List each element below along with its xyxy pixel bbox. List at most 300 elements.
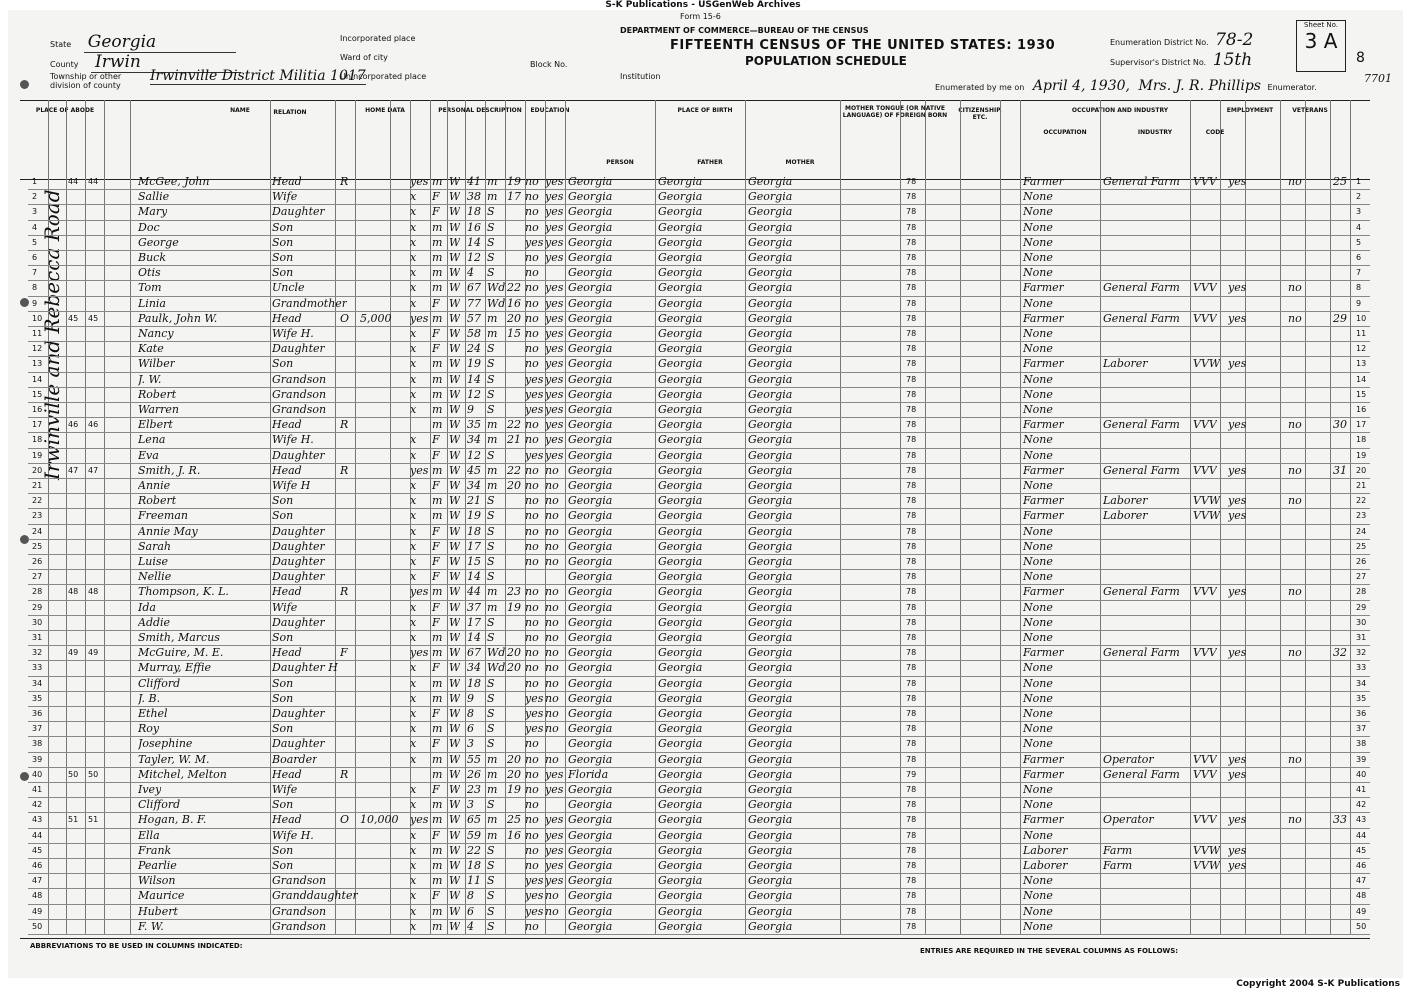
cell-dist: 78 [906,526,917,536]
line-number: 4 [32,222,38,232]
cell-rel: Daughter [272,448,325,462]
cell-ms: Wd [487,296,506,310]
table-row [28,919,1370,935]
cell-name: Robert [138,494,177,508]
cell-name: Tom [138,281,162,295]
cell-age: 4 [467,266,474,280]
cell-farm: x [410,235,417,249]
line-number: 43 [32,815,43,825]
cell-occ: Farmer [1023,494,1064,508]
cell-rd: yes [545,235,564,249]
cell-pb: Georgia [568,448,613,462]
cell-dist: 78 [906,921,917,931]
cell-mb: Georgia [748,722,793,736]
cell-vet: no [1288,175,1302,188]
cell-sch: no [525,433,539,447]
cell-pb: Georgia [568,418,613,432]
cell-ms: S [487,372,495,386]
cell-rel: Son [272,691,294,705]
cell-age: 15 [467,555,481,568]
cell-sch: no [525,205,539,219]
cell-rel: Grandson [272,403,327,416]
cell-mb: Georgia [748,494,793,508]
cell-age: 22 [467,843,481,857]
col-mother: MOTHER [785,159,815,166]
cell-fb: Georgia [658,828,703,842]
cell-mb: Georgia [748,919,793,933]
line-number: 2 [32,192,38,202]
cell-fb: Georgia [658,266,703,280]
table-row [28,387,1370,403]
supervisor-label: Supervisor's District No. [1110,58,1207,67]
cell-pb: Georgia [568,919,613,933]
cell-farm: yes [410,646,429,660]
cell-sex: m [432,311,443,325]
cell-ms: S [487,357,495,371]
cell-age: 21 [467,494,481,508]
cell-pb: Georgia [568,615,613,629]
cell-name: Ethel [138,707,168,720]
cell-name: Mitchel, Melton [138,767,227,781]
col-abode: PLACE OF ABODE [35,107,95,114]
line-number-right: 38 [1356,739,1367,749]
cell-rel: Daughter [272,539,325,553]
cell-farm: x [410,676,417,690]
cell-fb: Georgia [658,631,703,644]
cell-rel: Grandson [272,372,327,386]
cell-name: Otis [138,266,161,280]
cell-sch: no [525,494,539,508]
cell-mb: Georgia [748,524,793,538]
cell-race: W [449,904,461,918]
cell-race: W [449,190,461,204]
cell-ms: Wd [487,281,506,295]
cell-age: 38 [467,190,481,204]
cell-age: 57 [467,311,481,325]
cell-sex: m [432,798,443,812]
block-label: Block No. [530,60,568,69]
cell-emp: yes [1228,509,1247,523]
cell-ms: Wd [487,661,506,675]
line-number: 27 [32,572,43,582]
cell-dist: 79 [906,769,917,779]
cell-radio: 5,000 [360,311,392,325]
line-number-right: 6 [1356,253,1362,262]
cell-name: Mary [138,205,168,219]
table-row [28,508,1370,524]
line-number: 1 [32,177,38,186]
cell-race: W [449,296,461,310]
cell-rel: Daughter [272,555,325,568]
cell-name: Kate [138,342,164,356]
cell-name: Freeman [138,509,188,523]
cell-rd: no [545,600,559,614]
line-number-right: 17 [1356,420,1367,430]
cell-ind: General Farm [1103,311,1180,325]
cell-dw: 49 [68,648,79,658]
cell-emp: yes [1228,175,1247,188]
col-father: FATHER [697,159,723,166]
cell-cls: VVW [1193,494,1221,508]
cell-fb: Georgia [658,539,703,553]
cell-sch: no [525,524,539,538]
line-number: 7 [32,268,38,278]
cell-dist: 78 [906,253,917,262]
cell-race: W [449,281,461,295]
cell-age: 14 [467,631,481,644]
cell-occ: Laborer [1023,859,1068,872]
line-number-right: 8 [1356,283,1362,293]
cell-age: 3 [467,798,474,812]
cell-name: Thompson, K. L. [138,585,229,599]
cell-fb: Georgia [658,570,703,584]
cell-ms: m [487,813,498,827]
cell-am: 20 [507,661,521,675]
cell-sch: no [525,327,539,340]
cell-ms: m [487,311,498,325]
cell-sch: no [525,919,539,933]
cell-pb: Georgia [568,904,613,918]
cell-emp: yes [1228,813,1247,827]
cell-rd: no [545,904,559,918]
cell-ms: S [487,859,495,872]
cell-pb: Georgia [568,661,613,675]
cell-sch: yes [525,904,544,918]
footer-entries: ENTRIES ARE REQUIRED IN THE SEVERAL COLUMNS AS FOLLOWS: [920,947,1179,955]
cell-rd: yes [545,220,564,234]
cell-race: W [449,631,461,644]
table-row [28,782,1370,798]
enum-district-field [1110,30,1253,50]
cell-occ: None [1023,205,1053,219]
cell-race: W [449,372,461,386]
cell-fb: Georgia [658,509,703,523]
cell-sch: no [525,585,539,599]
cell-rel: Granddaughter [272,889,358,903]
cell-dist: 78 [906,177,917,186]
table-row [28,873,1370,889]
cell-sex: m [432,813,443,827]
line-number: 21 [32,481,43,490]
cell-emp: yes [1228,646,1247,660]
cell-name: Maurice [138,889,185,903]
cell-age: 18 [467,205,481,219]
cell-sex: m [432,281,443,295]
line-number-right: 47 [1356,876,1367,886]
cell-sch: no [525,311,539,325]
cell-ms: m [487,175,498,188]
line-number-right: 20 [1356,465,1367,475]
cell-occ: None [1023,555,1053,568]
cell-rel: Son [272,631,294,644]
cell-pb: Georgia [568,403,613,416]
cell-pb: Georgia [568,342,613,356]
cell-cls: VVV [1193,813,1217,827]
cell-ms: m [487,585,498,599]
cell-fb: Georgia [658,585,703,599]
cell-rd: no [545,676,559,690]
cell-rd: no [545,463,559,477]
cell-age: 34 [467,433,481,447]
cell-am: 20 [507,752,521,766]
cell-ms: S [487,205,495,219]
cell-rd: no [545,539,559,553]
cell-cls: VVV [1193,463,1217,477]
cell-rel: Head [272,175,302,188]
cell-occ: Farmer [1023,281,1064,295]
cell-dist: 78 [906,693,917,703]
cell-own: R [340,585,349,599]
cell-farm: yes [410,585,429,599]
line-number: 49 [32,906,43,916]
cell-rd: no [545,752,559,766]
cell-dist: 78 [906,800,917,810]
cell-dist: 78 [906,298,917,308]
cell-sch: no [525,251,539,264]
cell-rd: yes [545,342,564,356]
cell-race: W [449,357,461,371]
column-header-band [20,100,1370,180]
cell-occ: None [1023,707,1053,720]
cell-farm: x [410,798,417,812]
table-row [28,676,1370,692]
cell-ms: S [487,737,495,751]
cell-sex: F [432,600,440,614]
cell-farm: x [410,281,417,295]
cell-occ: None [1023,387,1053,401]
cell-name: McGee, John [138,175,210,188]
table-row [28,600,1370,616]
township-label: Township or other division of county [50,72,122,90]
cell-fb: Georgia [658,919,703,933]
cell-fam: 51 [88,815,99,825]
cell-dw: 46 [68,420,79,430]
line-number-right: 34 [1356,678,1367,688]
cell-fb: Georgia [658,843,703,857]
cell-sch: yes [525,235,544,249]
cell-ms: m [487,433,498,447]
col-occupation: OCCUPATION AND INDUSTRY [1071,107,1169,114]
cell-race: W [449,524,461,538]
cell-emp: yes [1228,843,1247,857]
cell-ms: S [487,843,495,857]
cell-am: 23 [507,585,521,599]
cell-name: Ella [138,828,160,842]
cell-rd: no [545,494,559,508]
line-number-right: 44 [1356,830,1367,840]
cell-sch: no [525,813,539,827]
line-number: 24 [32,526,43,536]
cell-rel: Son [272,722,294,736]
corner-number: 8 [1356,50,1365,66]
cell-rel: Son [272,357,294,371]
cell-ms: S [487,555,495,568]
sheet-label: Sheet No. [1303,21,1339,29]
cell-sch: no [525,555,539,568]
table-row [28,448,1370,464]
cell-race: W [449,448,461,462]
table-row [28,630,1370,646]
cell-sex: m [432,874,443,888]
county-label: County [50,60,79,69]
cell-fb: Georgia [658,296,703,310]
cell-dist: 78 [906,420,917,430]
cell-rd: yes [545,296,564,310]
cell-am: 19 [507,600,521,614]
cell-sch: yes [525,448,544,462]
col-ind-sub: INDUSTRY [1137,129,1173,136]
census-rows [28,174,1370,935]
cell-ind: Farm [1103,859,1133,872]
cell-race: W [449,813,461,827]
cell-fam: 45 [88,313,99,323]
cell-sch: no [525,737,539,751]
cell-farmsch: 31 [1333,463,1347,477]
cell-sch: no [525,798,539,812]
cell-farm: x [410,859,417,872]
line-number-right: 49 [1356,906,1367,916]
cell-age: 12 [467,251,481,264]
line-number-right: 13 [1356,359,1367,369]
cell-fb: Georgia [658,859,703,872]
cell-radio: 10,000 [360,813,399,827]
line-number-right: 2 [1356,192,1362,202]
cell-rel: Grandson [272,904,327,918]
line-number: 44 [32,830,43,840]
cell-occ: None [1023,220,1053,234]
cell-race: W [449,403,461,416]
cell-ms: S [487,251,495,264]
cell-ms: m [487,418,498,432]
cell-pb: Georgia [568,266,613,280]
cell-name: Clifford [138,798,181,812]
cell-occ: None [1023,448,1053,462]
line-number-right: 5 [1356,237,1362,247]
cell-dw: 51 [68,815,79,825]
cell-sch: no [525,175,539,188]
line-number: 9 [32,298,38,308]
cell-age: 19 [467,357,481,371]
cell-dist: 78 [906,511,917,521]
cell-rel: Uncle [272,281,305,295]
line-number: 50 [32,921,43,931]
table-row [28,736,1370,752]
cell-fb: Georgia [658,281,703,295]
cell-emp: yes [1228,752,1247,766]
cell-sch: no [525,220,539,234]
cell-name: Nellie [138,570,172,584]
cell-rd: yes [545,448,564,462]
cell-ind: General Farm [1103,175,1180,188]
schedule-title: POPULATION SCHEDULE [745,54,907,68]
line-number: 33 [32,663,43,673]
cell-sex: m [432,691,443,705]
cell-occ: None [1023,661,1053,675]
cell-farmsch: 33 [1333,813,1347,827]
cell-sex: F [432,433,440,447]
line-number-right: 29 [1356,602,1367,612]
line-number-right: 35 [1356,693,1367,703]
cell-mb: Georgia [748,539,793,553]
cell-dist: 78 [906,465,917,475]
cell-dist: 78 [906,359,917,369]
cell-farm: x [410,707,417,720]
cell-rd: yes [545,357,564,371]
cell-sex: F [432,296,440,310]
cell-ms: S [487,403,495,416]
cell-fb: Georgia [658,783,703,796]
cell-occ: None [1023,919,1053,933]
cell-name: J. W. [138,372,162,386]
cell-name: Annie May [138,524,198,538]
cell-farm: x [410,631,417,644]
cell-race: W [449,311,461,325]
cell-race: W [449,327,461,340]
cell-pb: Georgia [568,479,613,492]
cell-fb: Georgia [658,661,703,675]
cell-farmsch: 30 [1333,418,1347,432]
cell-pb: Georgia [568,707,613,720]
line-number: 37 [32,724,43,734]
cell-dist: 78 [906,602,917,612]
line-number: 14 [32,374,43,384]
cell-race: W [449,494,461,508]
cell-farm: x [410,661,417,675]
cell-pb: Georgia [568,235,613,249]
cell-rd: yes [545,327,564,340]
cell-occ: None [1023,691,1053,705]
cell-fb: Georgia [658,691,703,705]
cell-ms: S [487,676,495,690]
cell-rd: yes [545,205,564,219]
cell-rd: yes [545,767,564,781]
cell-name: Clifford [138,676,181,690]
cell-fam: 47 [88,465,99,475]
cell-sex: F [432,570,440,584]
cell-rel: Head [272,463,302,477]
cell-occ: None [1023,524,1053,538]
cell-emp: yes [1228,859,1247,872]
cell-fam: 48 [88,587,99,597]
cell-name: Luise [138,555,169,568]
state-field [50,32,236,52]
cell-mb: Georgia [748,555,793,568]
cell-occ: Farmer [1023,585,1064,599]
cell-mb: Georgia [748,327,793,340]
col-veterans: VETERANS [1292,107,1328,114]
line-number-right: 48 [1356,891,1367,901]
state-value: Georgia [84,32,236,53]
census-title: FIFTEENTH CENSUS OF THE UNITED STATES: 1930 [670,38,1056,53]
cell-farm: x [410,220,417,234]
cell-sex: F [432,737,440,751]
cell-fb: Georgia [658,479,703,492]
cell-am: 22 [507,281,521,295]
cell-occ: None [1023,676,1053,690]
cell-name: George [138,235,179,249]
cell-mb: Georgia [748,889,793,903]
cell-emp: yes [1228,418,1247,432]
line-number: 38 [32,739,43,749]
cell-sch: yes [525,691,544,705]
cell-ms: m [487,327,498,340]
cell-sex: F [432,783,440,796]
cell-rel: Daughter [272,524,325,538]
enumerated-label: Enumerated by me on [935,83,1025,92]
cell-ms: S [487,874,495,888]
cell-dist: 78 [906,830,917,840]
cell-race: W [449,722,461,736]
